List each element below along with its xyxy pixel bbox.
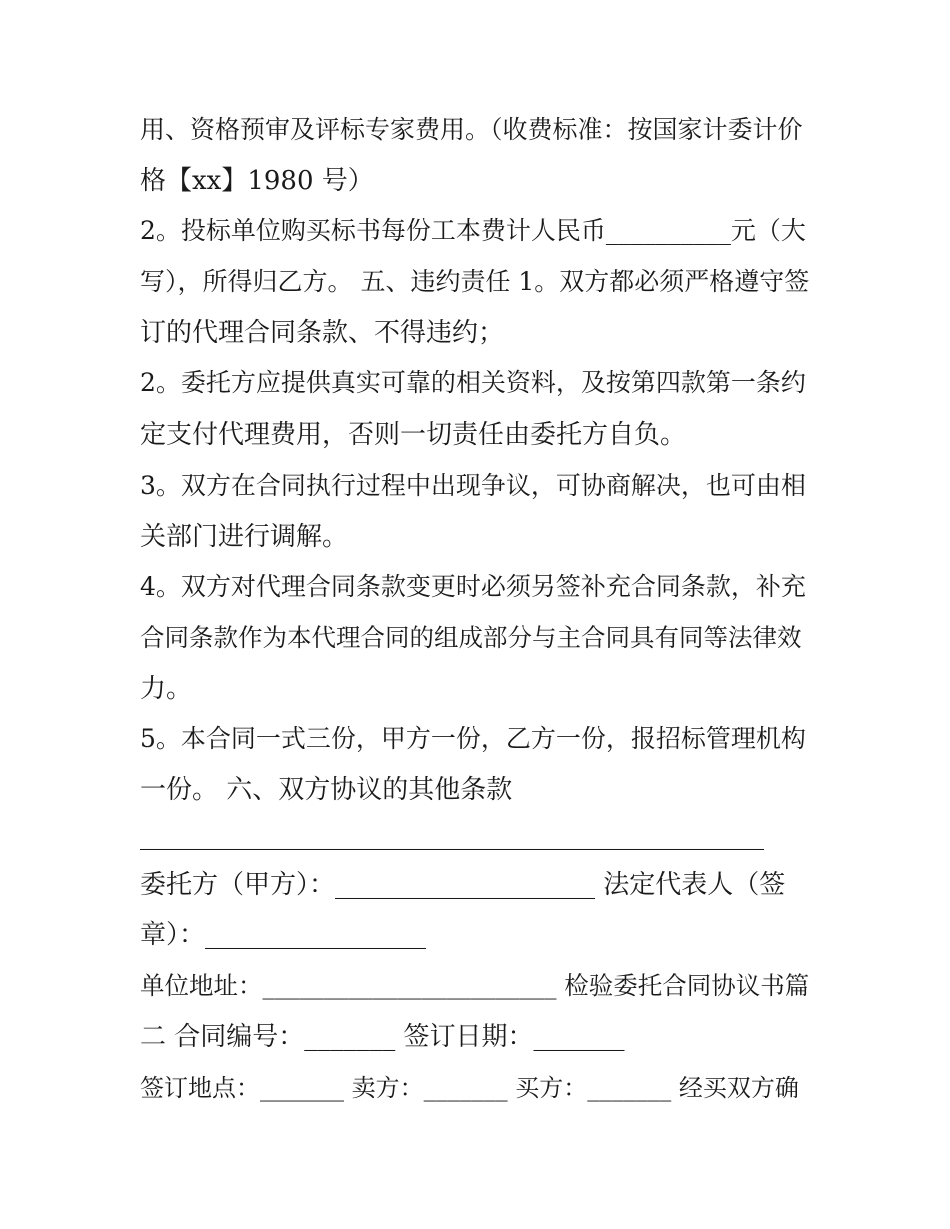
- blank-signature-line: ________________________________________________: [140, 821, 764, 851]
- text-line: 定支付代理费用，否则一切责任由委托方自负。: [140, 420, 687, 450]
- text-line: 写），所得归乙方。 五、违约责任 1。双方都必须严格遵守签: [140, 267, 810, 296]
- text-line: 2。委托方应提供真实可靠的相关资料，及按第四款第一条约: [140, 368, 806, 397]
- text-line: 5。本合同一式三份，甲方一份，乙方一份，报招标管理机构: [140, 724, 806, 753]
- text-line: 关部门进行调解。: [140, 522, 349, 552]
- text-line: 格【xx】1980 号）: [140, 166, 374, 196]
- text-line: 委托方（甲方）：____________________ 法定代表人（签: [140, 870, 786, 900]
- text-line: 2。投标单位购买标书每份工本费计人民币__________元（大: [140, 216, 806, 245]
- text-line: 单位地址：________________________ 检验委托合同协议书篇: [140, 971, 810, 1000]
- text-line: 用、资格预审及评标专家费用。（收费标准：按国家计委计价: [140, 115, 803, 144]
- text-line: 二 合同编号：_______ 签订日期：_______: [140, 1022, 625, 1052]
- text-line: 章）：_________________: [140, 920, 427, 950]
- text-line: 订的代理合同条款、不得违约；: [140, 318, 505, 348]
- text-line: 合同条款作为本代理合同的组成部分与主合同具有同等法律效: [140, 623, 802, 652]
- text-line: 4。双方对代理合同条款变更时必须另签补充合同条款，补充: [140, 572, 806, 601]
- text-line: 力。: [140, 674, 193, 704]
- text-line: 签订地点：_______ 卖方：_______ 买方：_______ 经买双方确: [140, 1074, 799, 1102]
- text-line: 3。双方在合同执行过程中出现争议，可协商解决，也可由相: [140, 471, 806, 500]
- text-line: 一份。 六、双方协议的其他条款: [140, 775, 513, 805]
